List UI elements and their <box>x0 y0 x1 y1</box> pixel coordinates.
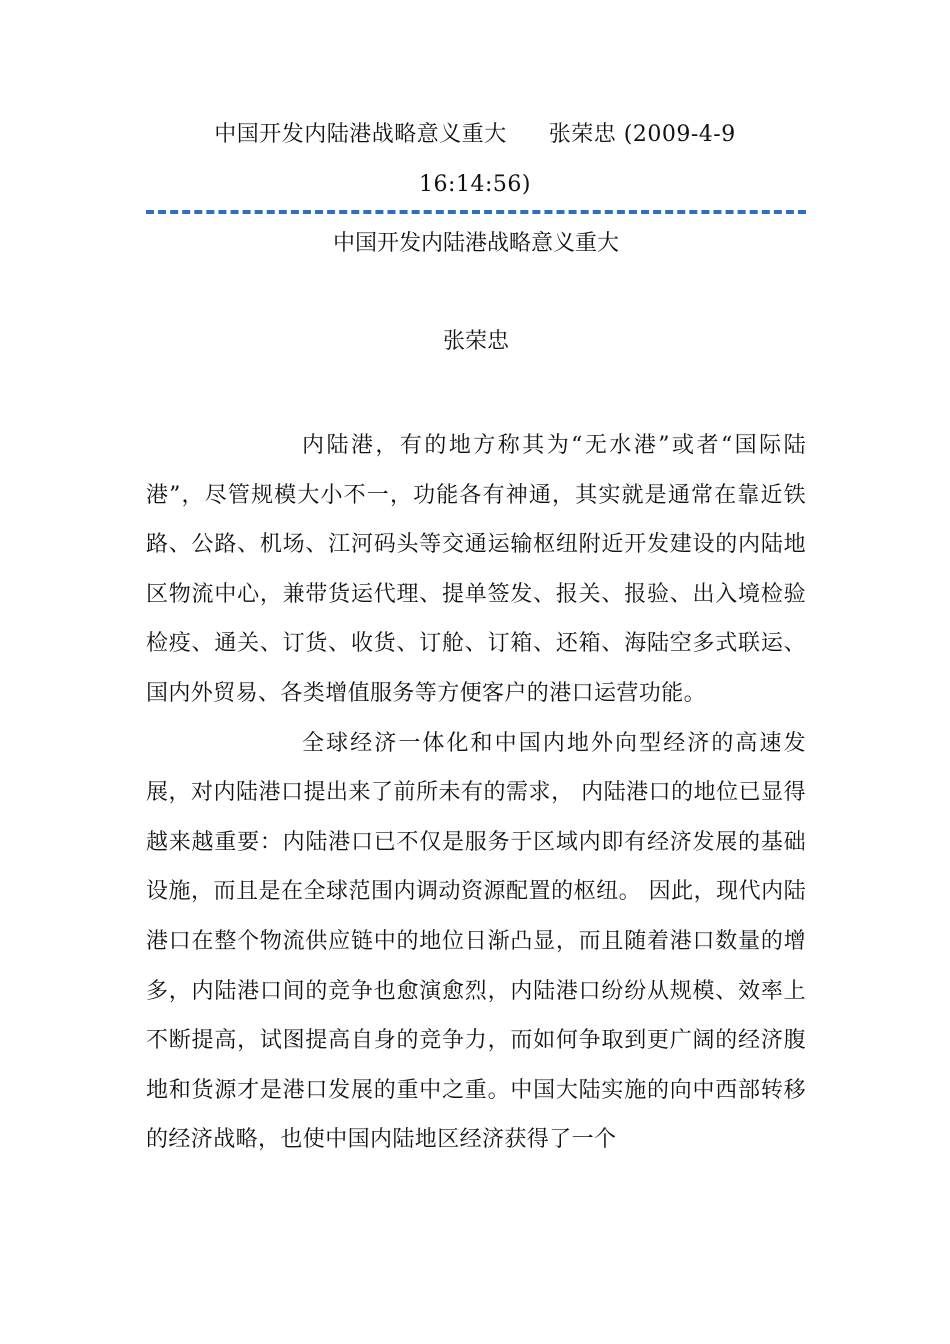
paragraph: 全球经济一体化和中国内地外向型经济的高速发展，对内陆港口提出来了前所未有的需求， 内陆港口的地位已显得越来越重要：内陆港口已不仅是服务于区域内即有经济发展的基础设施，而且是在全球范围内调动资源配置的枢纽。 因此，现代内陆港口在整个物流供应链中的地位日渐凸显，而且随着港口数量的增多，内陆港口间的竞争也愈演愈烈，内陆港口纷纷从规模、效率上不断提高，试图提高自身的竞争力，而如何争取到更广阔的经济腹地和货源才是港口发展的重中之重。中国大陆实施的向中西部转移的经济战略，也使中国内陆地区经济获得了一个 <box>146 730 806 1153</box>
article-title: 中国开发内陆港战略意义重大 <box>332 231 619 256</box>
paragraph: 内陆港，有的地方称其为“无水港”或者“国际陆港”，尽管规模大小不一，功能各有神通，其实就是通常在靠近铁路、公路、机场、江河码头等交通运输枢纽附近开发建设的内陆地区物流中心，兼带货运代理、提单签发、报关、报验、出入境检验检疫、通关、订货、收货、订舱、订箱、还箱、海陆空多式联运、国内外贸易、各类增值服务等方便客户的港口运营功能。 <box>146 433 806 706</box>
article-body <box>146 421 806 1165</box>
header-title-line <box>120 110 830 210</box>
header-author-date: 张荣忠 (2009-4-9 <box>548 122 736 147</box>
header-title: 中国开发内陆港战略意义重大 <box>214 122 507 147</box>
header-time: 16:14:56) <box>419 172 531 197</box>
dashed-divider <box>146 210 806 214</box>
article-author: 张荣忠 <box>442 329 509 354</box>
